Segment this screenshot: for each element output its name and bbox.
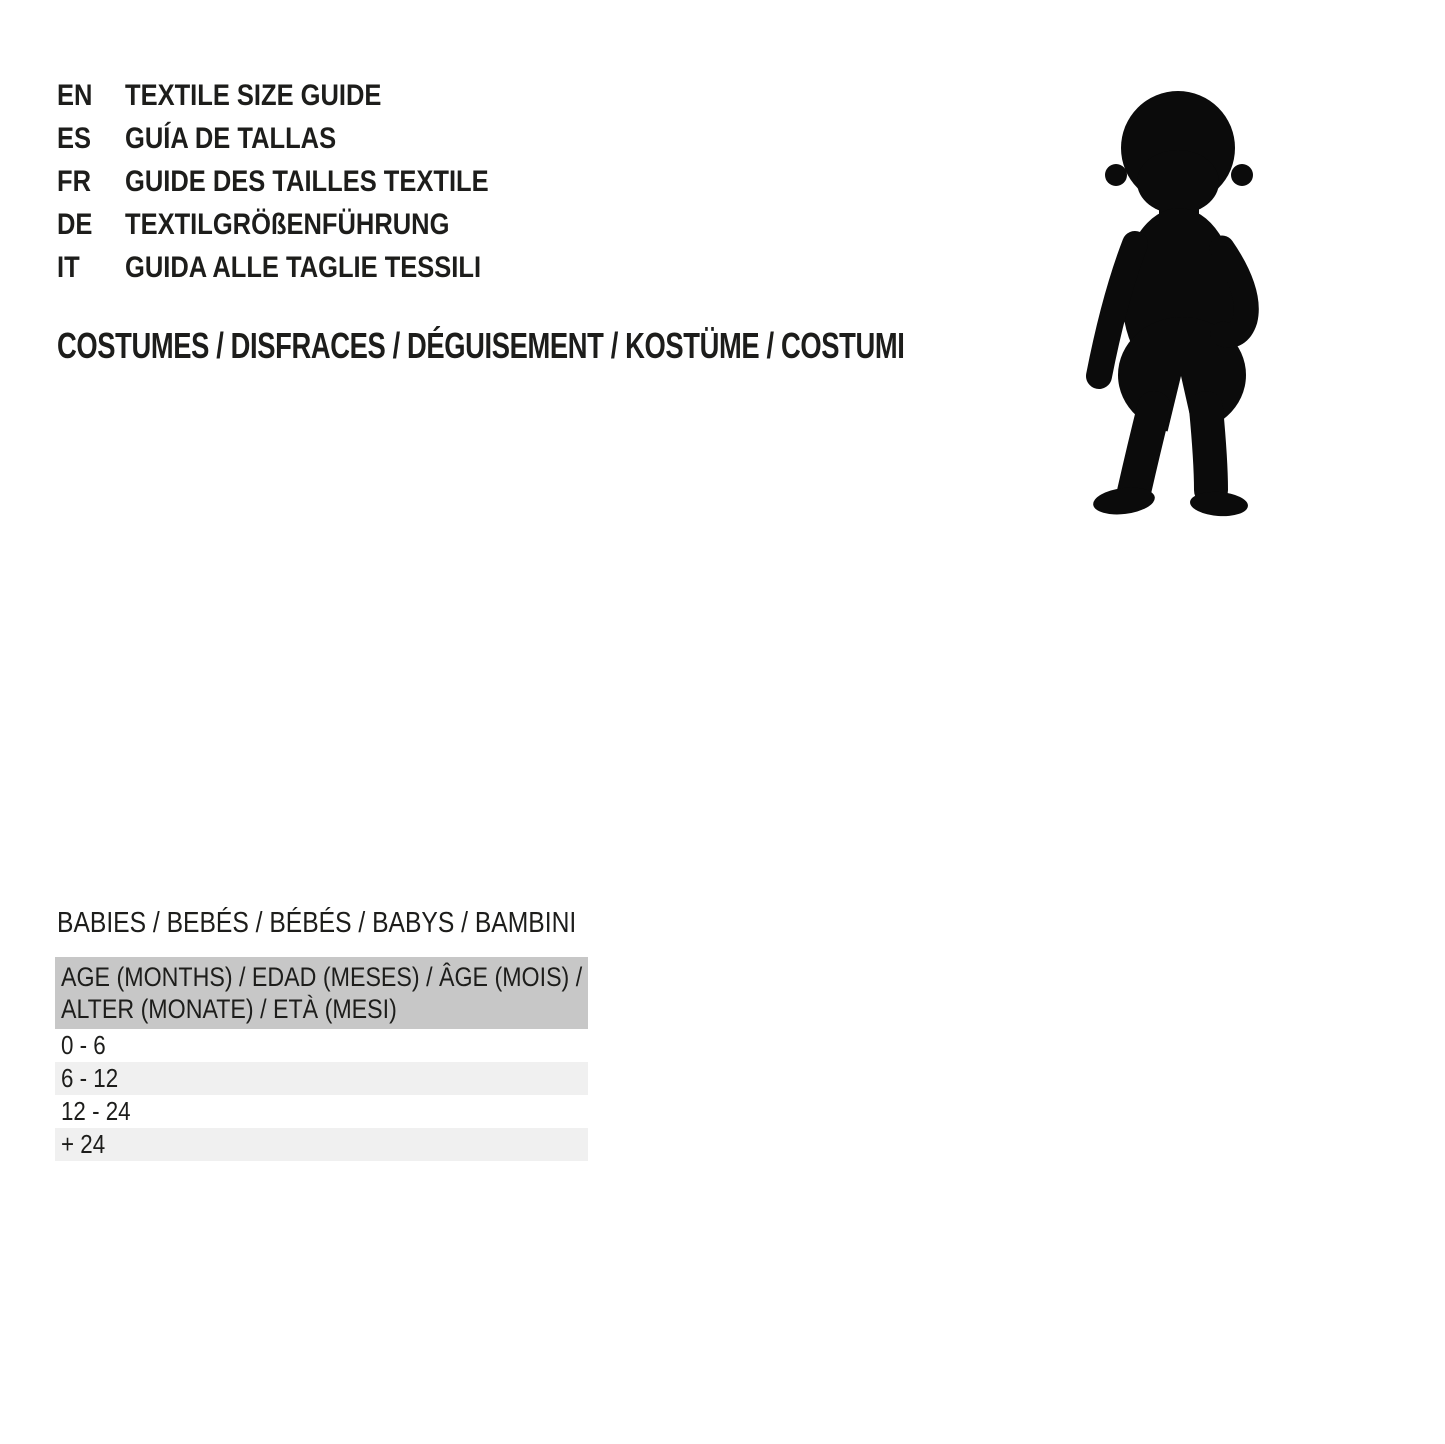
language-code: IT xyxy=(57,251,80,284)
age-size-table xyxy=(55,957,588,1161)
baby-silhouette-svg xyxy=(1082,78,1272,518)
language-code: EN xyxy=(57,79,93,112)
language-row-en xyxy=(57,74,489,117)
table-header-line-2: ALTER (MONATE) / ETÀ (MESI) xyxy=(61,994,397,1024)
babies-section-title: BABIES / BEBÉS / BÉBÉS / BABYS / BAMBINI xyxy=(57,907,577,939)
language-code: ES xyxy=(57,122,92,155)
language-code: DE xyxy=(57,208,93,241)
table-row xyxy=(55,1062,588,1095)
table-header-text xyxy=(61,961,594,1025)
language-code: FR xyxy=(57,165,91,198)
baby-silhouette-illustration xyxy=(1082,78,1272,518)
guide-title: TEXTILE SIZE GUIDE xyxy=(125,79,382,112)
table-row xyxy=(55,1095,588,1128)
guide-title: GUIDA ALLE TAGLIE TESSILI xyxy=(125,251,482,284)
age-range-cell: 12 - 24 xyxy=(61,1096,131,1126)
table-header-line-1: AGE (MONTHS) / EDAD (MESES) / ÂGE (MOIS) / xyxy=(61,962,583,992)
language-row-it xyxy=(57,246,489,289)
table-row xyxy=(55,1128,588,1161)
language-row-fr xyxy=(57,160,489,203)
guide-title: TEXTILGRÖßENFÜHRUNG xyxy=(125,208,450,241)
table-row xyxy=(55,1029,588,1062)
age-range-cell: + 24 xyxy=(61,1129,106,1159)
age-range-cell: 6 - 12 xyxy=(61,1063,119,1093)
guide-title: GUÍA DE TALLAS xyxy=(125,122,337,155)
language-title-list xyxy=(57,74,489,289)
table-header-row xyxy=(55,957,588,1029)
guide-title: GUIDE DES TAILLES TEXTILE xyxy=(125,165,489,198)
category-line: COSTUMES / DISFRACES / DÉGUISEMENT / KOSTÜME / COSTUMI xyxy=(57,325,905,366)
language-row-de xyxy=(57,203,489,246)
age-range-cell: 0 - 6 xyxy=(61,1030,106,1060)
language-row-es xyxy=(57,117,489,160)
